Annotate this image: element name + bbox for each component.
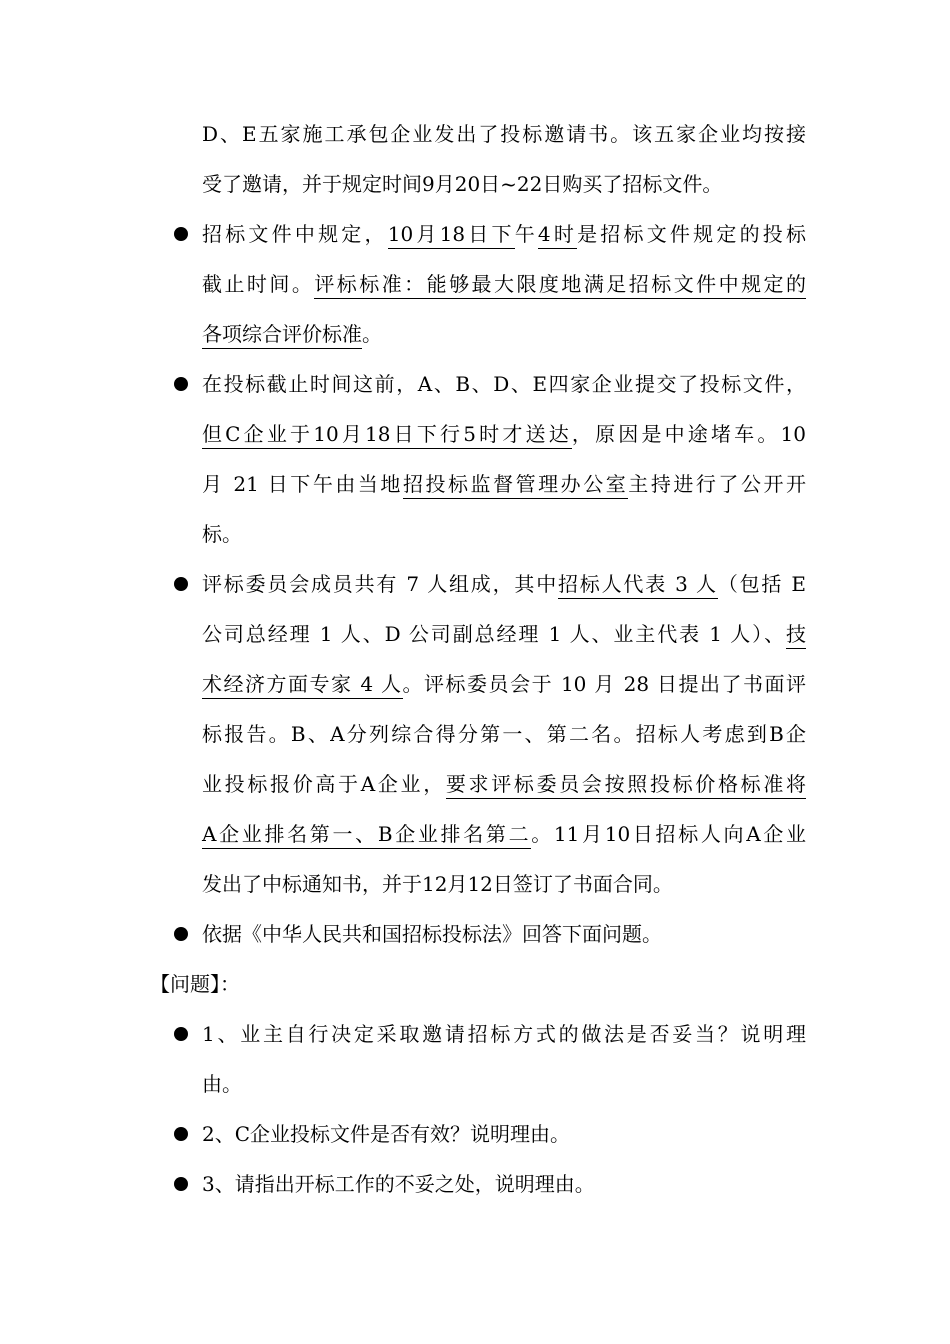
bullet-icon (174, 1127, 188, 1141)
underlined-text: 要求评标委员会按照投标价格标准将 (446, 772, 806, 799)
text-line: 标报告。B、A分列综合得分第一、第二名。招标人考虑到B企 (202, 722, 806, 746)
underlined-text: 招标人代表 3 人 (558, 572, 718, 599)
text-segment: 午 (514, 222, 538, 246)
question-3: 3、请指出开标工作的不妥之处，说明理由。 (202, 1172, 595, 1196)
text-line: 受了邀请，并于规定时间9月20日~22日购买了招标文件。 (202, 172, 723, 196)
text-line: D、E五家施工承包企业发出了投标邀请书。该五家企业均按接 (202, 122, 806, 146)
bullet-icon (174, 377, 188, 391)
text-line (202, 271, 806, 297)
text-line (202, 471, 806, 497)
text-segment: 。 (362, 322, 382, 346)
text-line (202, 421, 806, 447)
text-line (202, 621, 806, 647)
underlined-text: A企业排名第一、B企业排名第二 (202, 822, 531, 849)
underlined-text: 10月18日下 (388, 222, 515, 249)
underlined-text: 4时 (538, 222, 577, 249)
text-line (202, 771, 806, 797)
bullet-icon (174, 1177, 188, 1191)
text-segment: 是招标文件规定的投标 (577, 222, 807, 246)
bullet-icon (174, 227, 188, 241)
text-line (202, 221, 806, 247)
text-segment: 月 21 日下午由当地 (202, 472, 403, 496)
text-line: 依据《中华人民共和国招标投标法》回答下面问题。 (202, 922, 662, 946)
underlined-text: 但C企业于10月18日下行5时才送达 (202, 422, 572, 449)
question-2: 2、C企业投标文件是否有效？说明理由。 (202, 1122, 571, 1146)
text-line: 发出了中标通知书，并于12月12日签订了书面合同。 (202, 872, 673, 896)
text-segment: ，原因是中途堵车。10 (571, 422, 806, 446)
text-segment: 评标委员会成员共有 7 人组成，其中 (202, 572, 558, 596)
text-segment: 公司总经理 1 人、D 公司副总经理 1 人、业主代表 1 人）、 (202, 622, 786, 646)
underlined-text: 招投标监督管理办公室 (403, 472, 628, 499)
question-1: 1、业主自行决定采取邀请招标方式的做法是否妥当？说明理 (202, 1022, 806, 1046)
text-line: 标。 (202, 522, 242, 546)
text-line: 在投标截止时间这前，A、B、D、E四家企业提交了投标文件， (202, 372, 806, 396)
bullet-icon (174, 1027, 188, 1041)
questions-heading: 【问题】： (150, 972, 240, 996)
text-line (202, 821, 806, 847)
underlined-text: 技 (786, 622, 806, 649)
text-line (202, 571, 806, 597)
text-segment: （包括 E (717, 572, 806, 596)
text-segment: 主持进行了公开开 (628, 472, 807, 496)
text-segment: 。11月10日招标人向A企业 (531, 822, 807, 846)
text-line (202, 321, 382, 347)
text-segment: 业投标报价高于A企业， (202, 772, 446, 796)
text-segment: 。评标委员会于 10 月 28 日提出了书面评 (402, 672, 806, 696)
text-line (202, 671, 806, 697)
text-segment: 招标文件中规定， (202, 222, 388, 246)
text-segment: 截止时间。 (202, 272, 315, 296)
text-line: 由。 (202, 1072, 242, 1096)
underlined-text: 评标标准：能够最大限度地满足招标文件中规定的 (314, 272, 806, 299)
underlined-text: 术经济方面专家 4 人 (202, 672, 403, 699)
bullet-icon (174, 927, 188, 941)
underlined-text: 各项综合评价标准 (202, 322, 362, 349)
bullet-icon (174, 577, 188, 591)
